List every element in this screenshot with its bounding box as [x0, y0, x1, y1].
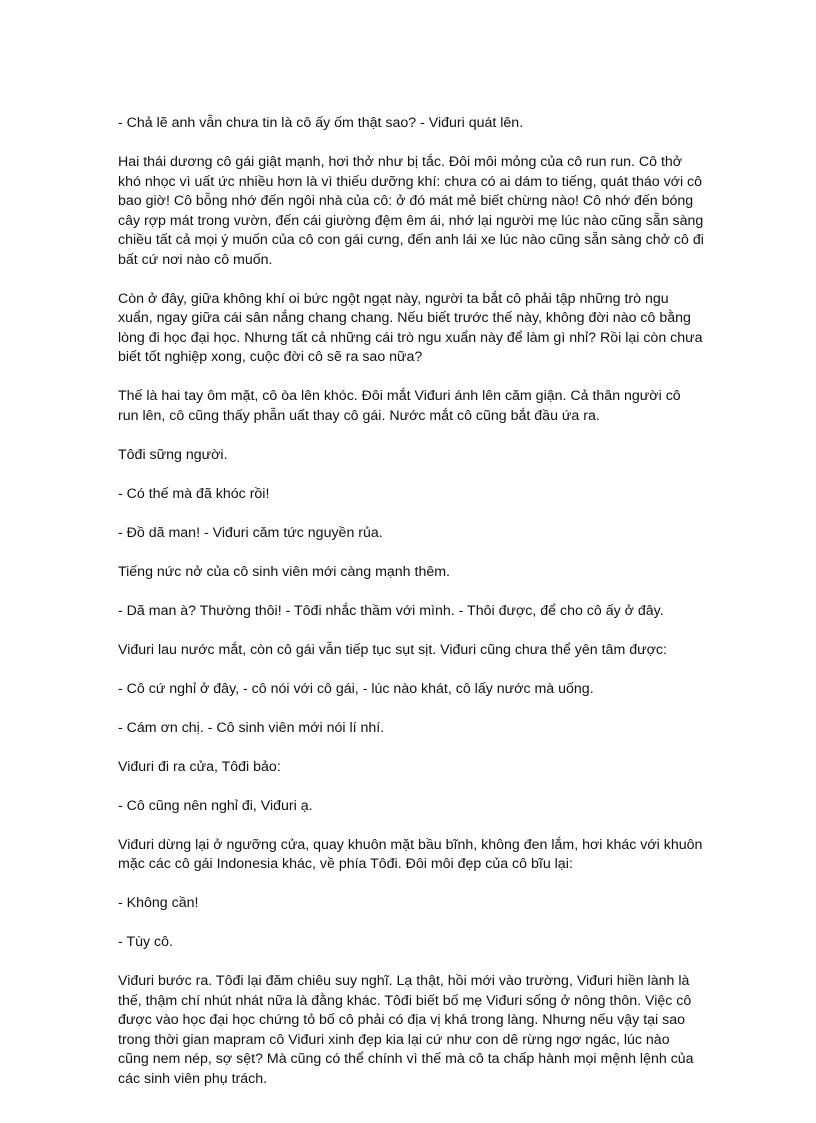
paragraph: Viđuri bước ra. Tôđi lại đăm chiêu suy nghĩ. Lạ thật, hồi mới vào trường, Viđuri hiền lành là thế, thậm chí nhút nhát nữa là đằng khác. Tôđi biết bố mẹ Viđuri sống ở nông thôn. Việc cô được vào học đại học chứng tỏ bố cô phải có địa vị khá trong làng. Nhưng nếu vậy tại sao trong thời gian mapram cô Viđuri xinh đẹp kia lại cứ như con dê rừng ngơ ngác, lúc nào cũng nem nép, sợ sệt? Mà cũng có thể chính vì thế mà cô ta chấp hành mọi mệnh lệnh của các sinh viên phụ trách.	[118, 973, 694, 1087]
paragraph: Tôđi sững người.	[118, 446, 228, 463]
paragraph: Viđuri dừng lại ở ngưỡng cửa, quay khuôn mặt bầu bĩnh, không đen lắm, hơi khác với khuôn mặc các cô gái Indonesia khác, về phía Tôđi. Đôi môi đẹp của cô bĩu lại:	[118, 836, 703, 872]
paragraph: - Chả lẽ anh vẫn chưa tin là cô ấy ốm thật sao? - Viđuri quát lên.	[118, 115, 524, 131]
paragraph: Thế là hai tay ôm mặt, cô òa lên khóc. Đôi mắt Viđuri ánh lên căm giận. Cả thân người cô run lên, cô cũng thấy phẫn uất thay cô gái. Nước mắt cô cũng bắt đầu ứa ra.	[118, 388, 681, 424]
paragraph: - Đồ dã man! - Viđuri căm tức nguyền rủa.	[118, 524, 383, 541]
paragraph: Còn ở đây, giữa không khí oi bức ngột ngạt này, người ta bắt cô phải tập những trò ngu xuẩn, ngay giữa cái sân nắng chang chang. Nếu biết trước thế này, không đời nào cô bằng lòng đi học đại học. Nhưng tất cả những cái trò ngu xuẩn này để làm gì nhỉ? Rồi lại còn chưa biết tốt nghiệp xong, cuộc đời cô sẽ ra sao nữa?	[118, 290, 703, 365]
paragraph: Hai thái dương cô gái giật mạnh, hơi thở như bị tắc. Đôi môi mỏng của cô run run. Cô thở khó nhọc vì uất ức nhiều hơn là vì thiếu dưỡng khí: chưa có ai dám to tiếng, quát tháo với cô bao giờ! Cô bỗng nhớ đến ngôi nhà của cô: ở đó mát mẻ biết chừng nào! Cô nhớ đến bóng cây rợp mát trong vườn, đến cái giường đệm êm ái, nhớ lại người mẹ lúc nào cũng sẵn sàng chiều tất cả mọi ý muốn của cô con gái cưng, đến anh lái xe lúc nào cũng sẵn sàng chở cô đi bất cứ nơi nào cô muốn.	[118, 154, 704, 268]
document-body	[118, 114, 704, 1109]
paragraph: - Dã man à? Thường thôi! - Tôđi nhắc thầm với mình. - Thôi được, để cho cô ấy ở đây.	[118, 602, 664, 619]
paragraph: Viđuri đi ra cửa, Tôđi bảo:	[118, 758, 281, 775]
paragraph: Viđuri lau nước mắt, còn cô gái vẫn tiếp tục sụt sịt. Viđuri cũng chưa thể yên tâm được:	[118, 641, 667, 658]
paragraph: - Không cần!	[118, 895, 199, 911]
paragraph: - Cám ơn chị. - Cô sinh viên mới nói lí nhí.	[118, 719, 385, 736]
paragraph: - Có thế mà đã khóc rồi!	[118, 485, 270, 502]
paragraph: - Tùy cô.	[118, 934, 173, 950]
paragraph: Tiếng nức nở của cô sinh viên mới càng mạnh thêm.	[118, 563, 450, 580]
paragraph: - Cô cũng nên nghỉ đi, Viđuri ạ.	[118, 797, 313, 814]
paragraph: - Cô cứ nghỉ ở đây, - cô nói với cô gái, - lúc nào khát, cô lấy nước mà uống.	[118, 680, 594, 697]
